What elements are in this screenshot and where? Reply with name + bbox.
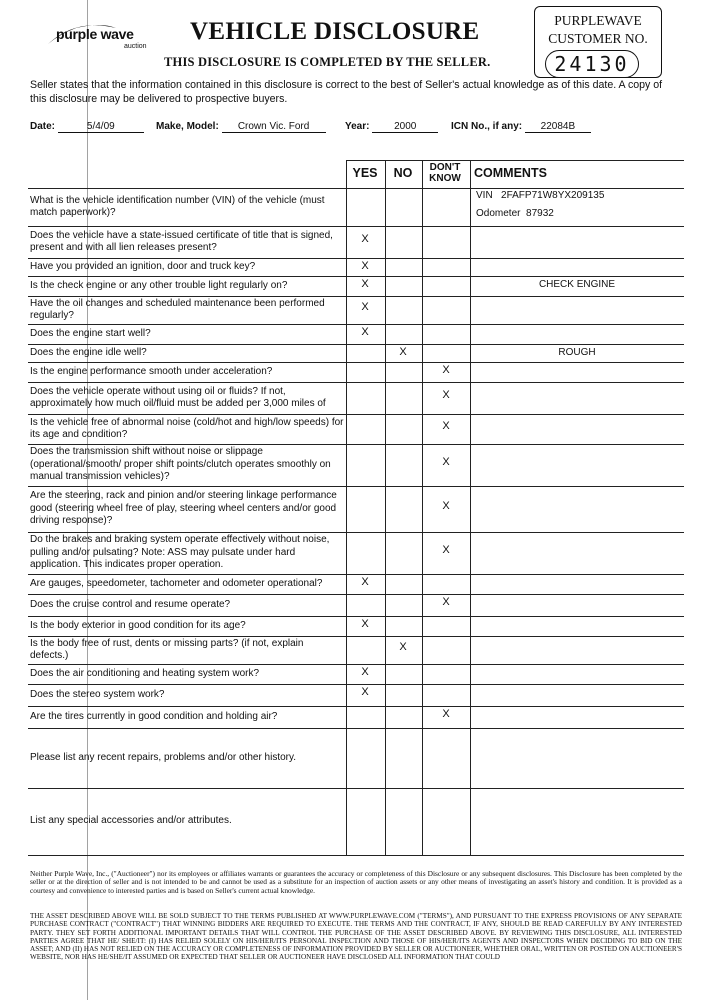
question-text: Please list any recent repairs, problems and/or other history. xyxy=(30,751,297,763)
dont-know-mark: X xyxy=(442,364,450,376)
customer-number-box xyxy=(534,6,662,78)
table-row xyxy=(28,636,684,664)
vin-label: VIN xyxy=(476,190,493,201)
odometer-value: 87932 xyxy=(526,208,554,219)
intro-statement: Seller states that the information contained in this disclosure is correct to the best of Seller's actual knowledge as of this date. A copy of this disclosure may be delivered to prospective buyers. xyxy=(30,79,663,105)
yes-mark: X xyxy=(361,618,369,630)
table-row xyxy=(28,188,684,226)
table-header-top-rule xyxy=(346,160,684,161)
icn-label: ICN No., if any: xyxy=(451,121,523,132)
row-comment: ROUGH xyxy=(558,347,596,358)
customer-box-line2: CUSTOMER NO. xyxy=(548,31,648,46)
dont-know-mark: X xyxy=(442,456,450,468)
icn-field xyxy=(451,121,591,133)
question-text: Is the vehicle free of abnormal noise (cold/hot and high/low speeds) for its age and condition? xyxy=(30,416,344,440)
table-row xyxy=(28,444,684,486)
purplewave-logo xyxy=(46,14,148,54)
date-value: 5/4/09 xyxy=(58,121,144,133)
page-title: VEHICLE DISCLOSURE xyxy=(190,18,480,45)
table-row xyxy=(28,594,684,616)
table-row xyxy=(28,486,684,532)
yes-mark: X xyxy=(361,666,369,678)
header-dont-know xyxy=(422,162,468,184)
logo-brand-text: purple wave xyxy=(56,26,134,42)
question-text: Are the steering, rack and pinion and/or steering linkage performance good (steering wheel free of play, steering wheel centers and/or good driving response)? xyxy=(30,490,337,527)
make-model-value: Crown Vic. Ford xyxy=(222,121,326,133)
icn-value: 22084B xyxy=(525,121,591,133)
question-text: Does the stereo system work? xyxy=(30,688,165,700)
question-text: Is the engine performance smooth under acceleration? xyxy=(30,365,273,377)
question-text: Does the engine idle well? xyxy=(30,346,147,358)
terms-text: THE ASSET DESCRIBED ABOVE WILL BE SOLD SUBJECT TO THE TERMS PUBLISHED AT WWW.PURPLEWAVE.COM ("TERMS"), AND PURSUANT TO THE EXPRESS PROVISIONS OF ANY SEPARATE PURCHASE CONTRACT ("CONTRACT") THAT WINNING BIDDERS ARE REQUIRED TO EXECUTE. THE TERMS AND THE CONTRACT, IF ANY, SHOULD BE READ CAREFULLY BY ANY INTERESTED PARTY. THEY SET FORTH ADDITIONAL IMPORTANT DETAILS THAT WILL CONTROL THE PURCHASE OF THE ASSET DESCRIBED ABOVE. BY REVIEWING THIS DISCLOSURE, ALL INTERESTED PARTIES AGREE THAT HE/ SHE/IT: (I) HAS RELIED SOLELY ON HIS/HER/ITS PERSONAL INSPECTION AND THOSE OF HIS/HER/ITS AGENTS AND INSPECTORS WHEN DECIDING TO BID ON THE ASSET; AND (II) HAS NOT RELIED ON THE ACCURACY OR COMPLETENESS OF INFORMATION PROVIDED BY SELLER OR AUCTIONEER, WHETHER ORAL, WRITTEN OR POSTED ON AUCTIONEER'S WEBSITE, NOR HAS HE/SHE/IT ASSUMED OR EXPECTED THAT SELLER OR AUCTIONEER HAVE DISCLOSED ALL INFORMATION THAT COULD xyxy=(30,912,682,962)
header-comments: COMMENTS xyxy=(474,166,547,180)
dont-know-mark: X xyxy=(442,708,450,720)
odometer-label: Odometer xyxy=(476,208,521,219)
table-row xyxy=(28,706,684,728)
question-text: Does the air conditioning and heating system work? xyxy=(30,667,260,679)
yes-mark: X xyxy=(361,576,369,588)
table-row xyxy=(28,362,684,382)
header-no: NO xyxy=(393,166,413,180)
no-mark: X xyxy=(399,346,407,358)
no-mark: X xyxy=(399,641,407,653)
yes-mark: X xyxy=(361,278,369,290)
question-text: Are the tires currently in good condition and holding air? xyxy=(30,710,278,722)
question-text: Does the transmission shift without noise or slippage (operational/smooth/ proper shift points/clutch operates smoothly on manual transmission vehicles)? xyxy=(30,446,331,483)
header-dont-know-line2: KNOW xyxy=(429,173,461,184)
customer-box-line1: PURPLEWAVE xyxy=(554,13,642,28)
dont-know-mark: X xyxy=(442,389,450,401)
question-text: What is the vehicle identification number (VIN) of the vehicle (must match paperwork)? xyxy=(30,194,325,218)
make-model-label: Make, Model: xyxy=(156,121,219,132)
table-row-divider xyxy=(28,855,684,856)
question-text: Are gauges, speedometer, tachometer and odometer operational? xyxy=(30,577,323,589)
yes-mark: X xyxy=(361,301,369,313)
table-row xyxy=(28,574,684,594)
header-dont-know-line1: DON'T xyxy=(429,162,461,173)
header-yes: YES xyxy=(352,166,378,180)
year-label: Year: xyxy=(345,121,370,132)
table-row xyxy=(28,258,684,276)
disclaimer-text: Neither Purple Wave, Inc., ("Auctioneer") nor its employees or affiliates warrants or guarantees the accuracy or completeness of this Disclosure or any subsequent disclosures. This Disclosure has been completed by the seller or at the direction of seller and is not intended to be and cannot be used as a substitute for an inspection of auction assets or any other means of investigating an asset's history and condition. It is provided as a courtesy and convenience to interested parties and is based on Seller's current actual knowledge. xyxy=(30,869,682,895)
table-row xyxy=(28,324,684,344)
date-field xyxy=(30,121,144,133)
logo-sub-text: auction xyxy=(124,43,147,50)
question-text: Does the cruise control and resume operate? xyxy=(30,598,231,610)
question-text: Does the vehicle operate without using oil or fluids? If not, approximately how much oil/fluid must be added per 3,000 miles of xyxy=(30,385,326,409)
table-row xyxy=(28,382,684,414)
year-field xyxy=(345,121,438,133)
table-row xyxy=(28,684,684,706)
question-text: List any special accessories and/or attributes. xyxy=(30,815,232,827)
table-row xyxy=(28,788,684,855)
dont-know-mark: X xyxy=(442,420,450,432)
question-text: Is the body free of rust, dents or missing parts? (if not, explain defects.) xyxy=(30,637,304,661)
customer-number-handwritten: 24130 xyxy=(545,50,639,78)
question-text: Does the vehicle have a state-issued certificate of title that is signed, present and with all lien releases present? xyxy=(30,229,333,253)
table-row xyxy=(28,226,684,258)
dont-know-mark: X xyxy=(442,500,450,512)
table-row xyxy=(28,296,684,324)
question-text: Have you provided an ignition, door and truck key? xyxy=(30,260,256,272)
yes-mark: X xyxy=(361,326,369,338)
date-label: Date: xyxy=(30,121,56,132)
question-text: Do the brakes and braking system operate effectively without noise, pulling and/or pulsating? Note: ASS may pulsate under hard application. This indicates proper operation. xyxy=(30,534,330,571)
yes-mark: X xyxy=(361,260,369,272)
question-text: Have the oil changes and scheduled maintenance been performed regularly? xyxy=(30,297,325,321)
question-text: Is the body exterior in good condition for its age? xyxy=(30,619,246,631)
page-subtitle: THIS DISCLOSURE IS COMPLETED BY THE SELLER. xyxy=(164,55,491,69)
dont-know-mark: X xyxy=(442,596,450,608)
table-row xyxy=(28,344,684,362)
row-comment: CHECK ENGINE xyxy=(538,279,616,290)
table-row xyxy=(28,728,684,788)
year-value: 2000 xyxy=(372,121,438,133)
table-row xyxy=(28,532,684,574)
vin-value: 2FAFP71W8YX209135 xyxy=(501,190,605,201)
question-text: Does the engine start well? xyxy=(30,327,151,339)
yes-mark: X xyxy=(361,233,369,245)
yes-mark: X xyxy=(361,686,369,698)
table-row xyxy=(28,664,684,684)
table-row xyxy=(28,414,684,444)
question-text: Is the check engine or any other trouble light regularly on? xyxy=(30,279,288,291)
table-row xyxy=(28,276,684,296)
table-row xyxy=(28,616,684,636)
disclosure-table xyxy=(28,160,684,855)
dont-know-mark: X xyxy=(442,544,450,556)
make-model-field xyxy=(156,121,326,133)
